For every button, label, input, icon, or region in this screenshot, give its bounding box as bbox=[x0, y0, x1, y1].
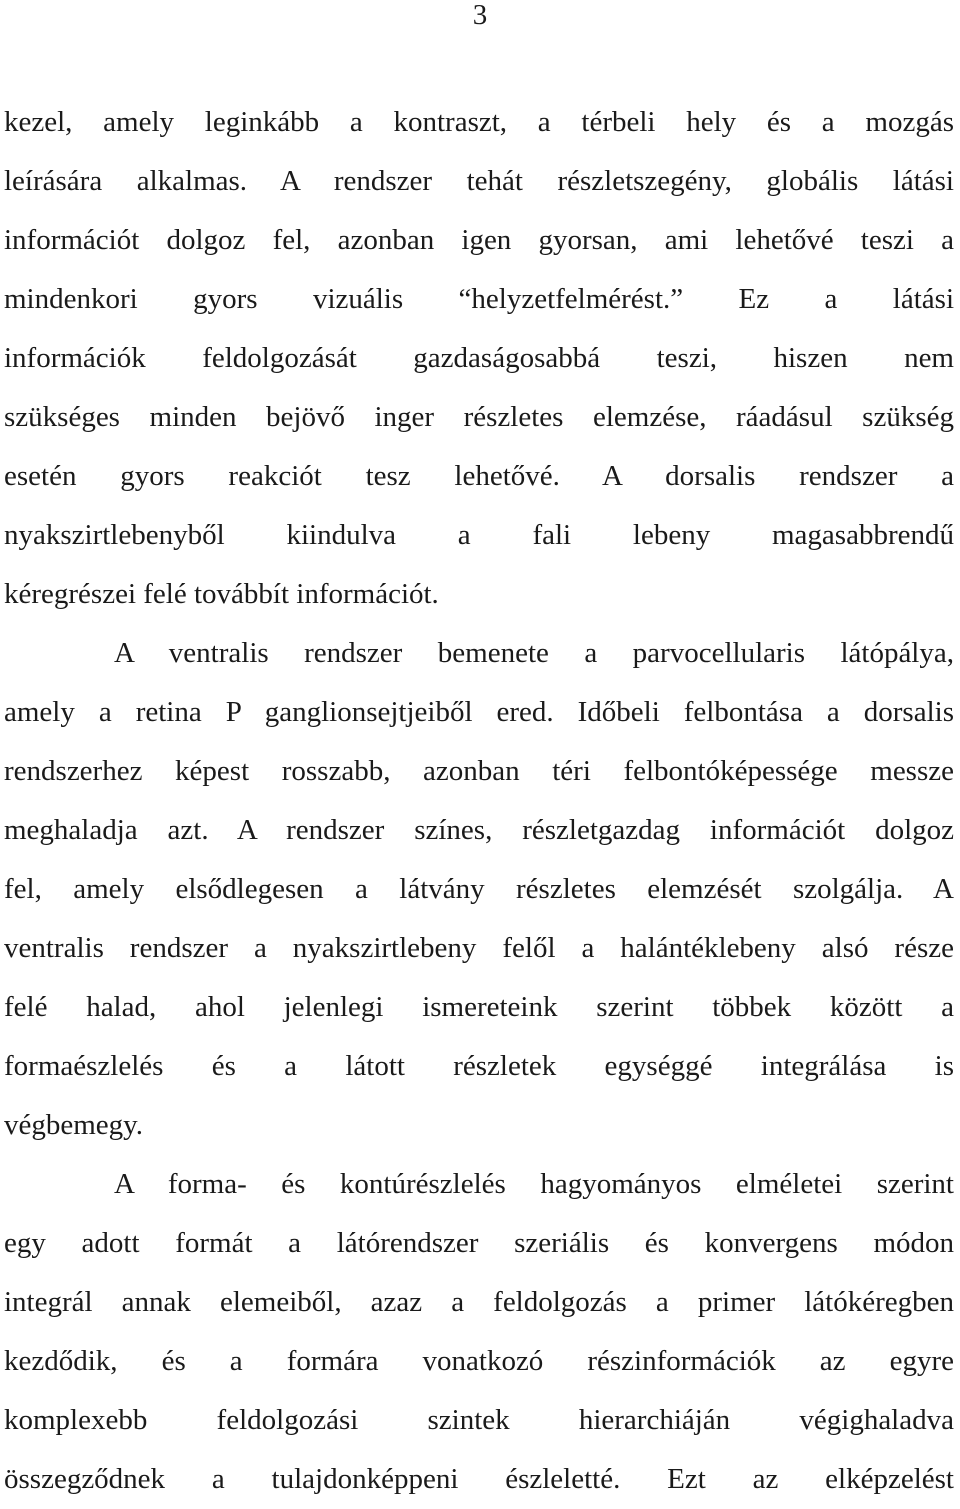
text-line: kezdődik, és a formára vonatkozó részinformációk az egyre bbox=[4, 1345, 954, 1377]
text-line: formaészlelés és a látott részletek egységgé integrálása is bbox=[4, 1050, 954, 1082]
text-line: A forma- és kontúrészlelés hagyományos elméletei szerint bbox=[114, 1168, 954, 1200]
text-line: nyakszirtlebenyből kiindulva a fali lebeny magasabbrendű bbox=[4, 519, 954, 551]
text-line: meghaladja azt. A rendszer színes, részletgazdag információt dolgoz bbox=[4, 814, 954, 846]
text-line: szükséges minden bejövő inger részletes elemzése, ráadásul szükség bbox=[4, 401, 954, 433]
text-line: kéregrészei felé továbbít információt. bbox=[4, 578, 439, 610]
text-line: ventralis rendszer a nyakszirtlebeny felől a halántéklebeny alsó része bbox=[4, 932, 954, 964]
text-line: fel, amely elsődlegesen a látvány részletes elemzését szolgálja. A bbox=[4, 873, 954, 905]
text-line: felé halad, ahol jelenlegi ismereteink szerint többek között a bbox=[4, 991, 954, 1023]
text-line: rendszerhez képest rosszabb, azonban téri felbontóképessége messze bbox=[4, 755, 954, 787]
page-number: 3 bbox=[472, 0, 488, 31]
text-line: esetén gyors reakciót tesz lehetővé. A dorsalis rendszer a bbox=[4, 460, 954, 492]
document-body bbox=[4, 93, 954, 1509]
text-line: mindenkori gyors vizuális “helyzetfelmérést.” Ez a látási bbox=[4, 283, 954, 315]
text-line: leírására alkalmas. A rendszer tehát részletszegény, globális látási bbox=[4, 165, 954, 197]
text-line: amely a retina P ganglionsejtjeiből ered. Időbeli felbontása a dorsalis bbox=[4, 696, 954, 728]
text-line: kezel, amely leginkább a kontraszt, a térbeli hely és a mozgás bbox=[4, 106, 954, 138]
text-line: A ventralis rendszer bemenete a parvocellularis látópálya, bbox=[114, 637, 954, 669]
text-line: integrál annak elemeiből, azaz a feldolgozás a primer látókéregben bbox=[4, 1286, 954, 1318]
text-line: végbemegy. bbox=[4, 1109, 144, 1141]
text-line: egy adott formát a látórendszer szeriális és konvergens módon bbox=[4, 1227, 954, 1259]
text-line: összegződnek a tulajdonképpeni észleletté. Ezt az elképzelést bbox=[4, 1463, 954, 1495]
text-line: komplexebb feldolgozási szintek hierarchiáján végighaladva bbox=[4, 1404, 954, 1436]
text-line: információk feldolgozását gazdaságosabbá teszi, hiszen nem bbox=[4, 342, 954, 374]
text-line: információt dolgoz fel, azonban igen gyorsan, ami lehetővé teszi a bbox=[4, 224, 954, 256]
